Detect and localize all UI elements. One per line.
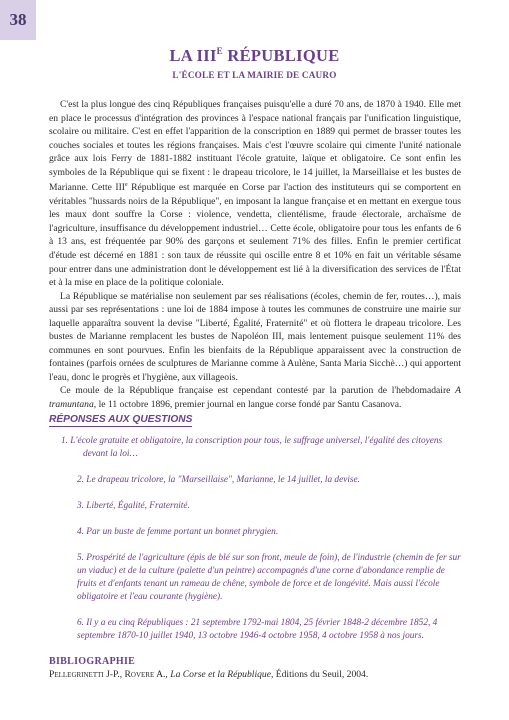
paragraph-1-part-b: République est marquée en Corse par l'action des instituteurs qui se comportent en véritables "hussards noirs de la République", en imposant la langue française et en mettant en exergue tous les maux dont souffre la Corse : violence, vendetta, clientélisme, fraude électorale, archaïsme de l'agriculture, insuffisance du développement industriel… Cette école, obligatoire pour tous les enfants de 6 à 13 ans, est fréquentée par 90% des garçons et seulement 71% des filles. Enfin le premier certificat d'étude est décerné en 1881 : son taux de réussite qui oscille entre 8 et 10% en fait un véritable sésame pour entrer dans une administration dont le développement est lié à la diversification des services de l'État et à la mise en place de la politique coloniale. xyxy=(49,182,461,289)
page-title xyxy=(0,46,509,66)
page-number-text: 38 xyxy=(9,10,27,29)
reponses-heading: RÉPONSES AUX QUESTIONS xyxy=(49,414,193,425)
journal-title: A tramuntana xyxy=(49,385,461,411)
paragraph-3-part-b: , le 11 octobre 1896, premier journal en langue corse fondé par Santu Casanova. xyxy=(93,399,402,411)
title-main: LA III xyxy=(169,46,217,65)
answers-list xyxy=(49,435,461,643)
paragraph-1-superscript: e xyxy=(124,182,128,189)
paragraph-3-part-a: Ce moule de la République française est cependant contesté par la parution de l'hebdomadaire xyxy=(60,385,456,397)
answer-5: 5. Prospérité de l'agriculture (épis de blé sur son front, meule de foin), de l'industrie (chemin de fer sur un viaduc) et de la culture (palette d'un peintre) accompagnés d'une corne d'abondance remplie de fruits et d'enfants tenant un rameau de chêne, symbole de force et de longévité. Mais aussi l'école obligatoire et l'eau courante (hygiène). xyxy=(77,553,461,602)
answer-2: 2. Le drapeau tricolore, la "Marseillaise", Marianne, le 14 juillet, la devise. xyxy=(77,475,360,485)
paragraph-1 xyxy=(49,98,461,290)
answer-4: 4. Par un buste de femme portant un bonnet phrygien. xyxy=(77,527,279,537)
page-subtitle: L'ÉCOLE ET LA MAIRIE DE CAURO xyxy=(172,70,337,80)
answer-6: 6. Il y a eu cinq Républiques : 21 septembre 1792-mai 1804, 25 février 1848-2 décembre 1852, 4 septembre 1870-10 juillet 1940, 13 octobre 1946-4 octobre 1958, 4 octobre 1958 à nos jours. xyxy=(77,618,438,641)
paragraph-2: La République se matérialise non seulement par ses réalisations (écoles, chemin de fer, routes…), mais aussi par ses représentations : une loi de 1884 impose à toutes les communes de construire une mairie sur laquelle apparaîtra souvent la devise "Liberté, Égalité, Fraternité" et où flottera le drapeau tricolore. Les bustes de Marianne remplacent les bustes de Napoléon III, mais lentement puisque seulement 11% des communes en sont pourvues. Enfin les bienfaits de la République apparaissent avec la construction de fontaines (parfois ornées de sculptures de Marianne comme à Aulène, Santa Maria Sicchè…) qui apportent l'eau, donc le progrès et l'hygiène, aux villageois. xyxy=(49,290,461,383)
body-text xyxy=(49,98,461,412)
bibliography-book-title: La Corse et la République xyxy=(170,669,271,680)
title-superscript: E xyxy=(216,46,223,56)
page-number xyxy=(0,0,36,40)
bibliography-entry xyxy=(49,669,469,680)
bibliography-authors: Pellegrinetti J-P., Rovere A., xyxy=(49,669,168,680)
paragraph-1-part-a: C'est la plus longue des cinq Républiques françaises puisqu'elle a duré 70 ans, de 1870 à 1940. Elle met en place le processus d'intégration des provinces à l'espace national français par l'unification linguistique, scolaire ou militaire. C'est en effet l'apparition de la conscription en 1889 qui permet de brasser toutes les couches sociales et toutes les régions françaises. Mais c'est l'œuvre scolaire qui cimente l'unité nationale grâce aux lois Ferry de 1881-1882 instituant l'école gratuite, laïque et obligatoire. Ce sont enfin les symboles de la République qui se fixent : le drapeau tricolore, le 14 juillet, la Marseillaise et les bustes de Marianne. Cette III xyxy=(49,99,461,194)
answer-1: 1. L'école gratuite et obligatoire, la conscription pour tous, le suffrage universel, l'égalité des citoyens devant la loi… xyxy=(61,436,443,459)
paragraph-3 xyxy=(49,384,461,411)
bibliographie-heading: BIBLIOGRAPHIE xyxy=(49,656,136,667)
title-rest: RÉPUBLIQUE xyxy=(222,46,340,65)
answer-3: 3. Liberté, Égalité, Fraternité. xyxy=(77,501,190,511)
bibliography-publisher: , Éditions du Seuil, 2004. xyxy=(270,669,369,680)
